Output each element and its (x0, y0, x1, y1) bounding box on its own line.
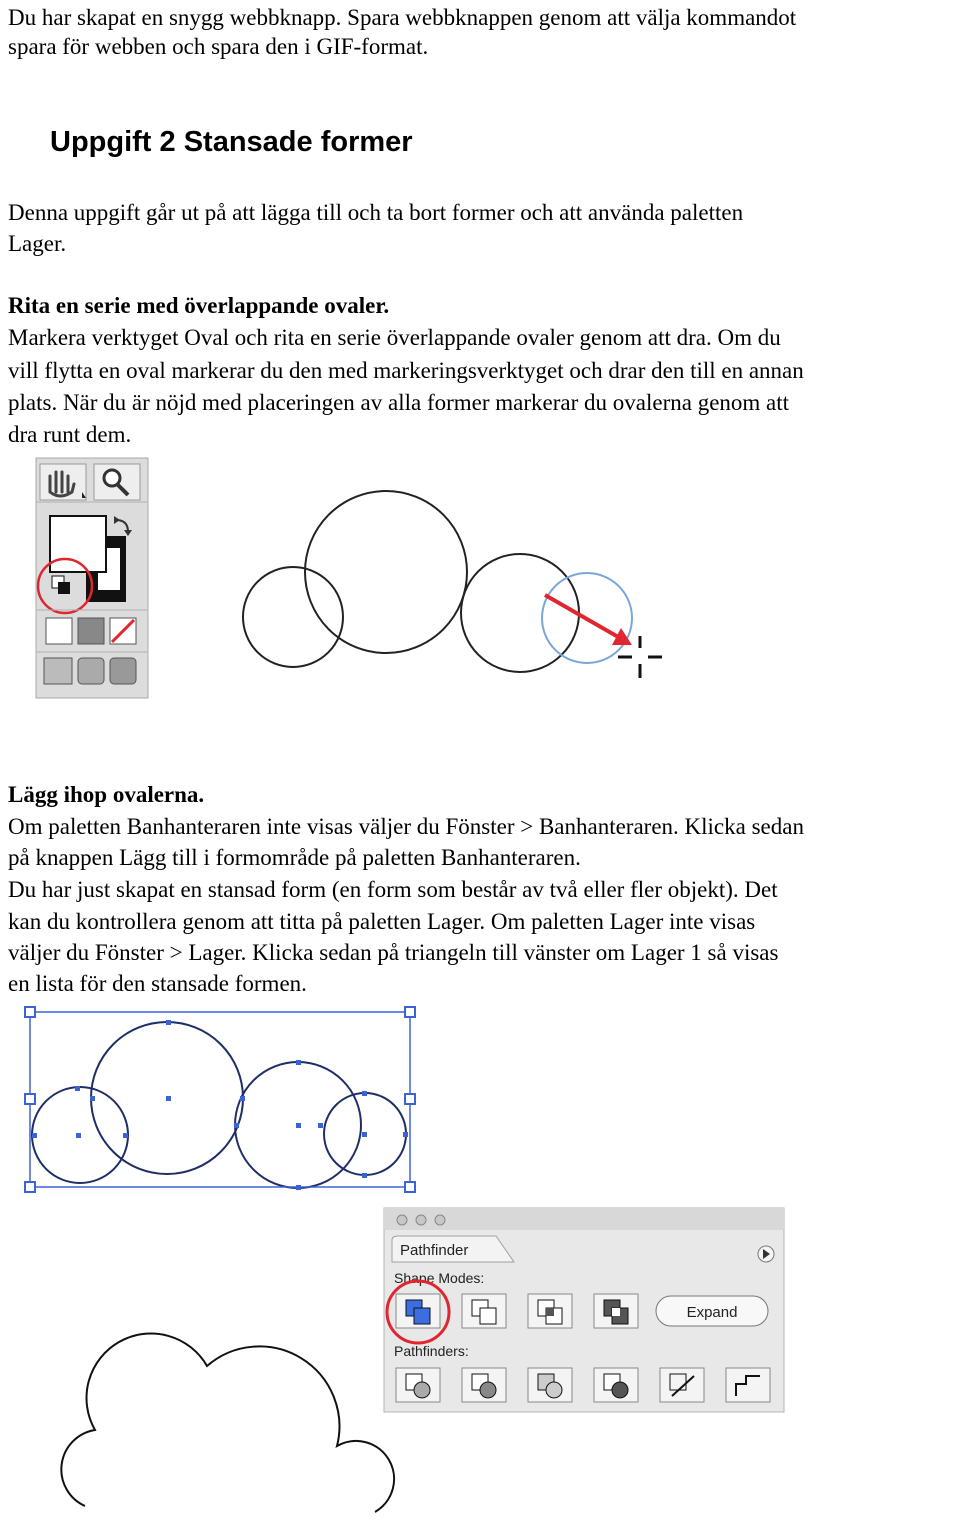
tab-pathfinder-label: Pathfinder (400, 1242, 469, 1259)
resize-handle-right[interactable] (405, 1094, 415, 1104)
divide-button[interactable] (396, 1368, 440, 1402)
step1-line-4: dra runt dem. (8, 422, 132, 447)
oval-small-left (243, 567, 343, 667)
merged-cloud-shape (55, 1326, 385, 1516)
expand-button[interactable] (656, 1296, 768, 1326)
section-description-line-1: Denna uppgift går ut på att lägga till och ta bort former och att använda paletten (8, 200, 744, 225)
step1-heading: Rita en serie med överlappande ovaler. (8, 293, 390, 318)
section-description-line-2: Lager. (8, 231, 67, 256)
resize-handle-left[interactable] (25, 1094, 35, 1104)
intro-line-2: spara för webben och spara den i GIF-format. (8, 34, 429, 59)
step1-line-3: plats. När du är nöjd med placeringen av alla former markerar du ovalerna genom att (8, 390, 790, 415)
step2-heading: Lägg ihop ovalerna. (8, 782, 205, 807)
drag-arrow-icon (545, 595, 632, 645)
step2-line-4: kan du kontrollera genom att titta på paletten Lager. Om paletten Lager inte visas (8, 909, 756, 934)
resize-handle-top-right[interactable] (405, 1007, 415, 1017)
pathfinders-label: Pathfinders: (394, 1343, 469, 1359)
step2-line-6: en lista för den stansade formen. (8, 971, 307, 996)
step2-line-5: väljer du Fönster > Lager. Klicka sedan på triangeln till vänster om Lager 1 så visas (8, 940, 779, 965)
crop-button[interactable] (594, 1368, 638, 1402)
oval-large (305, 491, 467, 653)
step2-line-2: på knappen Lägg till i formområde på paletten Banhanteraren. (8, 845, 581, 870)
exclude-overlapping-shape-areas-button[interactable] (594, 1294, 638, 1328)
resize-handle-bottom-left[interactable] (25, 1182, 35, 1192)
add-to-shape-area-button[interactable] (396, 1294, 440, 1328)
trim-button[interactable] (462, 1368, 506, 1402)
pathfinder-panel (384, 1208, 784, 1412)
resize-handle-bottom-right[interactable] (405, 1182, 415, 1192)
selected-ovals-illustration (20, 1002, 420, 1198)
subtract-from-shape-area-button[interactable] (462, 1294, 506, 1328)
merge-button[interactable] (528, 1368, 572, 1402)
outline-button[interactable] (660, 1368, 704, 1402)
expand-label: Expand (686, 1304, 738, 1321)
step1-line-1: Markera verktyget Oval och rita en serie överlappande ovaler genom att dra. Om du (8, 325, 781, 350)
panel-menu-icon[interactable] (758, 1246, 774, 1262)
step2-line-3: Du har just skapat en stansad form (en form som består av två eller fler objekt). Det (8, 877, 778, 902)
intro-line-1: Du har skapat en snygg webbknapp. Spara webbknappen genom att välja kommandot (8, 5, 797, 30)
resize-handle-top-left[interactable] (25, 1007, 35, 1017)
intersect-shape-areas-button[interactable] (528, 1294, 572, 1328)
selection-bounding-box[interactable] (30, 1012, 410, 1187)
window-buttons[interactable] (397, 1215, 445, 1225)
step1-line-2: vill flytta en oval markerar du den med markeringsverktyget och drar den till en annan (8, 358, 804, 383)
section-title: Uppgift 2 Stansade former (50, 126, 413, 158)
shape-modes-label: Shape Modes: (394, 1270, 485, 1286)
step2-line-1: Om paletten Banhanteraren inte visas väljer du Fönster > Banhanteraren. Klicka sedan (8, 814, 804, 839)
minus-back-button[interactable] (726, 1368, 770, 1402)
